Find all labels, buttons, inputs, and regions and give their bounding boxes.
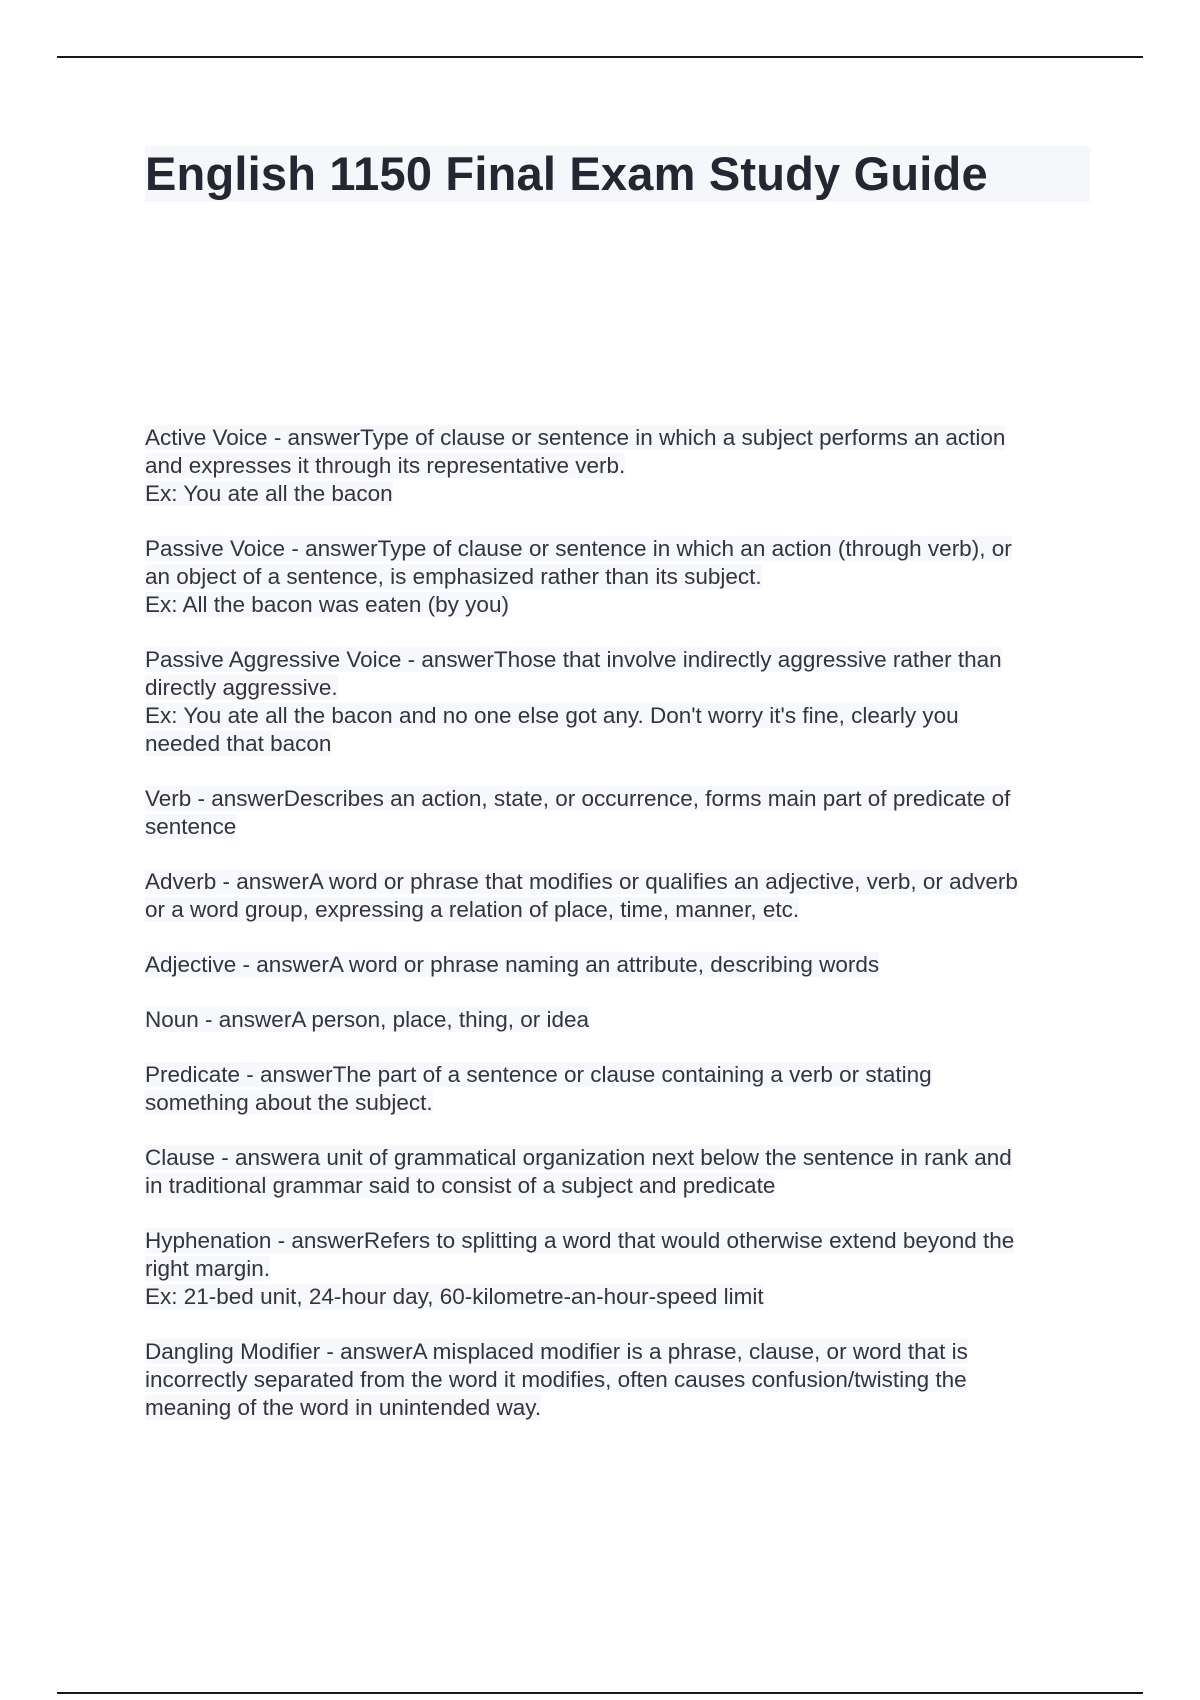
entry-line: Passive Aggressive Voice - answerThose that involve indirectly aggressive rather than (145, 647, 1002, 672)
entry-example: Ex: All the bacon was eaten (by you) (145, 592, 509, 617)
entry-example: Ex: You ate all the bacon and no one else got any. Don't worry it's fine, clearly you (145, 703, 959, 728)
document-title: English 1150 Final Exam Study Guide (145, 146, 1090, 202)
entry-line: and expresses it through its representative verb. (145, 453, 626, 478)
entry-passive-aggressive-voice (145, 646, 1105, 758)
entry-adverb (145, 868, 1105, 924)
entry-line: Adjective - answerA word or phrase naming an attribute, describing words (145, 952, 880, 977)
entry-line: meaning of the word in unintended way. (145, 1395, 542, 1420)
entry-clause (145, 1144, 1105, 1200)
entry-dangling-modifier (145, 1338, 1105, 1422)
entry-line: Clause - answera unit of grammatical organization next below the sentence in rank and (145, 1145, 1012, 1170)
entry-predicate (145, 1061, 1105, 1117)
bottom-rule (57, 1692, 1143, 1694)
entry-line: Dangling Modifier - answerA misplaced modifier is a phrase, clause, or word that is (145, 1339, 968, 1364)
entry-line: something about the subject. (145, 1090, 433, 1115)
entry-line: or a word group, expressing a relation of place, time, manner, etc. (145, 897, 800, 922)
entry-adjective (145, 951, 1105, 979)
entry-noun (145, 1006, 1105, 1034)
entry-line: right margin. (145, 1256, 271, 1281)
entry-line: in traditional grammar said to consist of a subject and predicate (145, 1173, 776, 1198)
entry-verb (145, 785, 1105, 841)
entry-example: Ex: You ate all the bacon (145, 481, 393, 506)
entry-line: Predicate - answerThe part of a sentence or clause containing a verb or stating (145, 1062, 932, 1087)
entry-line: Passive Voice - answerType of clause or sentence in which an action (through verb), or (145, 536, 1012, 561)
study-guide-entries (145, 424, 1105, 1449)
entry-example: needed that bacon (145, 731, 332, 756)
entry-line: an object of a sentence, is emphasized rather than its subject. (145, 564, 762, 589)
entry-line: Verb - answerDescribes an action, state, or occurrence, forms main part of predicate of (145, 786, 1011, 811)
entry-example: Ex: 21-bed unit, 24-hour day, 60-kilometre-an-hour-speed limit (145, 1284, 764, 1309)
entry-line: sentence (145, 814, 237, 839)
entry-line: Noun - answerA person, place, thing, or idea (145, 1007, 590, 1032)
entry-line: Hyphenation - answerRefers to splitting a word that would otherwise extend beyond the (145, 1228, 1015, 1253)
entry-passive-voice (145, 535, 1105, 619)
entry-active-voice (145, 424, 1105, 508)
entry-line: Active Voice - answerType of clause or sentence in which a subject performs an action (145, 425, 1006, 450)
entry-hyphenation (145, 1227, 1105, 1311)
entry-line: Adverb - answerA word or phrase that modifies or qualifies an adjective, verb, or adverb (145, 869, 1018, 894)
entry-line: incorrectly separated from the word it modifies, often causes confusion/twisting the (145, 1367, 967, 1392)
entry-line: directly aggressive. (145, 675, 338, 700)
top-rule (57, 56, 1143, 58)
